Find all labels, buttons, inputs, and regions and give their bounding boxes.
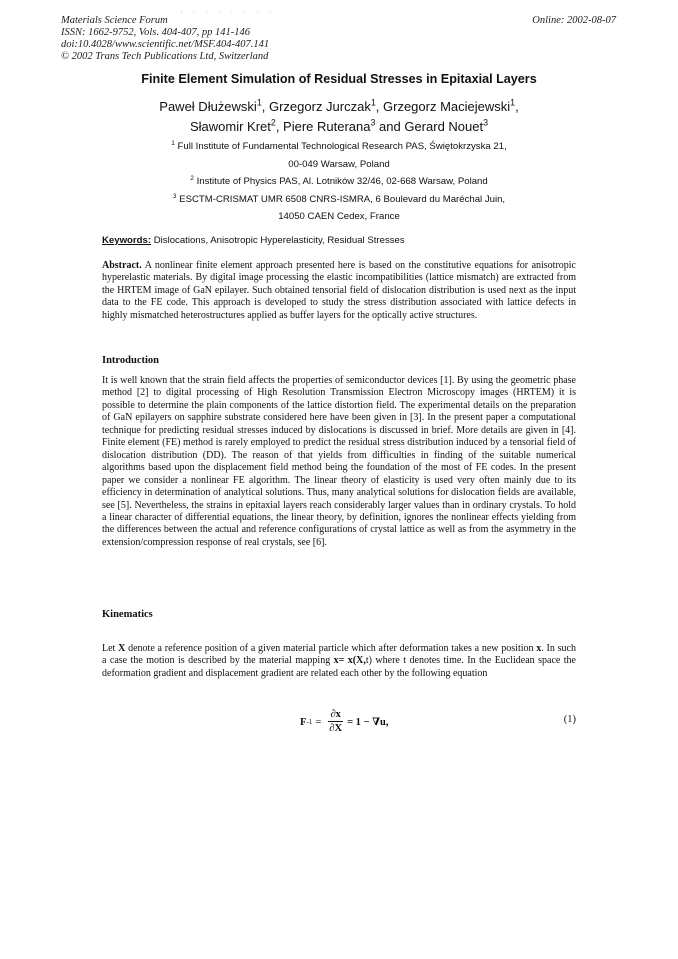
issn-line: ISSN: 1662-9752, Vols. 404-407, pp 141-146: [61, 27, 250, 38]
kinematics-text: [102, 643, 576, 680]
eq-numerator: ∂x: [330, 709, 341, 720]
equation-1: [102, 703, 576, 743]
kinematics-run: . In such a case the motion is described by the material mapping: [102, 643, 576, 667]
kinematics-heading: Kinematics: [102, 609, 153, 620]
eq-denominator: ∂X: [329, 723, 343, 734]
author-name: Paweł Dłużewski: [159, 99, 257, 114]
author-affil-mark: 1: [256, 97, 262, 108]
author-name: Gerard Nouet: [404, 119, 484, 134]
author-separator: ,: [375, 99, 384, 114]
affiliations: [100, 138, 578, 226]
author-list: [100, 97, 578, 137]
author-name: Grzegorz Maciejewski: [383, 99, 511, 114]
author-affil-mark: 2: [270, 117, 276, 128]
equation-body: F -1 = $\frac{\partial x}{\partial X}$ = 1 − ∇u,: [300, 709, 389, 734]
affil-mark: 1: [171, 139, 175, 147]
affil-text: Full Institute of Fundamental Technological Research PAS, Świętokrzyska 21,: [177, 141, 507, 152]
author-affil-mark: 3: [483, 117, 489, 128]
eq-equals: =: [315, 716, 322, 728]
author-line-2: [100, 117, 578, 137]
author-affil-mark: 1: [510, 97, 516, 108]
doi-line[interactable]: doi:10.4028/www.scientific.net/MSF.404-407.141: [61, 39, 270, 50]
author-separator: ,: [275, 119, 284, 134]
affil-text: ESCTM-CRISMAT UMR 6508 CNRS-ISMRA, 6 Boulevard du Maréchal Juin,: [179, 193, 506, 205]
citation-header: [61, 15, 269, 63]
copyright-line: © 2002 Trans Tech Publications Ltd, Switzerland: [61, 51, 269, 62]
affiliation-3-cont: 14050 CAEN Cedex, France: [278, 211, 400, 223]
author-name: Grzegorz Jurczak: [268, 99, 371, 114]
author-separator: and: [375, 119, 405, 134]
affiliation-3: [100, 191, 578, 209]
author-separator: ,: [515, 99, 519, 114]
abstract-text: A nonlinear finite element approach presented here is based on the constitutive equations for anisotropic hyperelastic materials. By digital image processing the elastic incompatibilities (lattice mismatch) are extracted from the HRTEM image of GaN epilayer. Such obtained tensorial field of dislocation distribution is used next as the input data to the FE code. This approach is developed to study the stress distribution associated with lattice defects in highly mismatched heterostructures applied as buffer layers for the optically active structures.: [102, 260, 576, 321]
symbol-X: X: [118, 643, 126, 654]
affil-mark: 3: [172, 192, 177, 200]
introduction-heading: Introduction: [102, 355, 159, 366]
keywords-line: [102, 235, 576, 246]
author-separator: ,: [261, 99, 269, 114]
affiliation-2: [100, 173, 578, 191]
kinematics-run: Let: [102, 643, 119, 654]
author-line-1: [100, 97, 578, 117]
equation-number: (1): [563, 714, 576, 725]
paper-title: Finite Element Simulation of Residual Stresses in Epitaxial Layers: [141, 72, 537, 86]
material-mapping: x= x(X,: [333, 655, 366, 667]
scan-artifact: · · · · · · · ·: [180, 8, 276, 17]
symbol-x: x: [536, 643, 542, 654]
eq-lhs: F: [300, 716, 307, 728]
author-name: Sławomir Kret: [189, 119, 271, 134]
abstract-label: Abstract.: [102, 260, 142, 271]
abstract: [102, 260, 576, 322]
introduction-text: It is well known that the strain field affects the properties of semiconductor devices [1]. By using the geometric phase method [2] to digital processing of High Resolution Transmission Electron Microscopy images (HRTEM) it is possible to determine the plain components of the lattice distortion field. The experimental details on the preparation of GaN epilayers on sapphire substrate considered here have been given in [3]. In the present paper a computational technique for predicting residual stresses induced by dislocations is discussed in brief. More details are given in [4]. Finite element (FE) method is rarely employed to predict the residual stress distribution induced by a tensorial field of dislocation distribution (DD). The reason of that yields from difficulties in finding of the suitable numerical algorithms based upon the displacement field method being the foundation of the most of FE codes. In the present paper we consider a nonlinear FE algorithm. The linear theory of elasticity is used very often mainly due to its efficiency in determination of analytical solutions. Thus, many analytical solutions for dislocation fields are available, see [5]. Nevertheless, the strains in epitaxial layers reach considerably larger values than in ordinary crystals. To hold a linear character of differential equations, the linear theory, by definition, ignores the nonlinear effects yielding from the differences between the actual and reference configurations of crystal lattice as well as from the asymmetry in the extension/compression response of real crystals, see [6].: [102, 375, 576, 548]
author-affil-mark: 1: [370, 97, 376, 108]
eq-rhs: = 1 − ∇u,: [347, 717, 389, 728]
affil-mark: 2: [190, 175, 194, 182]
keywords-label: Keywords:: [102, 235, 152, 246]
kinematics-run: denote a reference position of a given material particle which after deformation takes a new position: [125, 643, 537, 654]
eq-fraction: [327, 709, 344, 735]
online-date: Online: 2002-08-07: [532, 15, 616, 26]
journal-name: Materials Science Forum: [61, 15, 168, 26]
affil-text: Institute of Physics PAS, Al. Lotników 32/46, 02-668 Warsaw, Poland: [196, 176, 488, 188]
author-name: Piere Ruterana: [283, 119, 371, 134]
kinematics-run: t) where t denotes time. In the Euclidean space the deformation gradient and displacement gradient are related each other by the following equation: [102, 655, 576, 679]
author-affil-mark: 3: [370, 117, 376, 128]
affiliation-1: [100, 138, 578, 156]
keywords-text: Dislocations, Anisotropic Hyperelasticity, Residual Stresses: [153, 235, 405, 246]
affiliation-1-cont: 00-049 Warsaw, Poland: [288, 158, 390, 170]
